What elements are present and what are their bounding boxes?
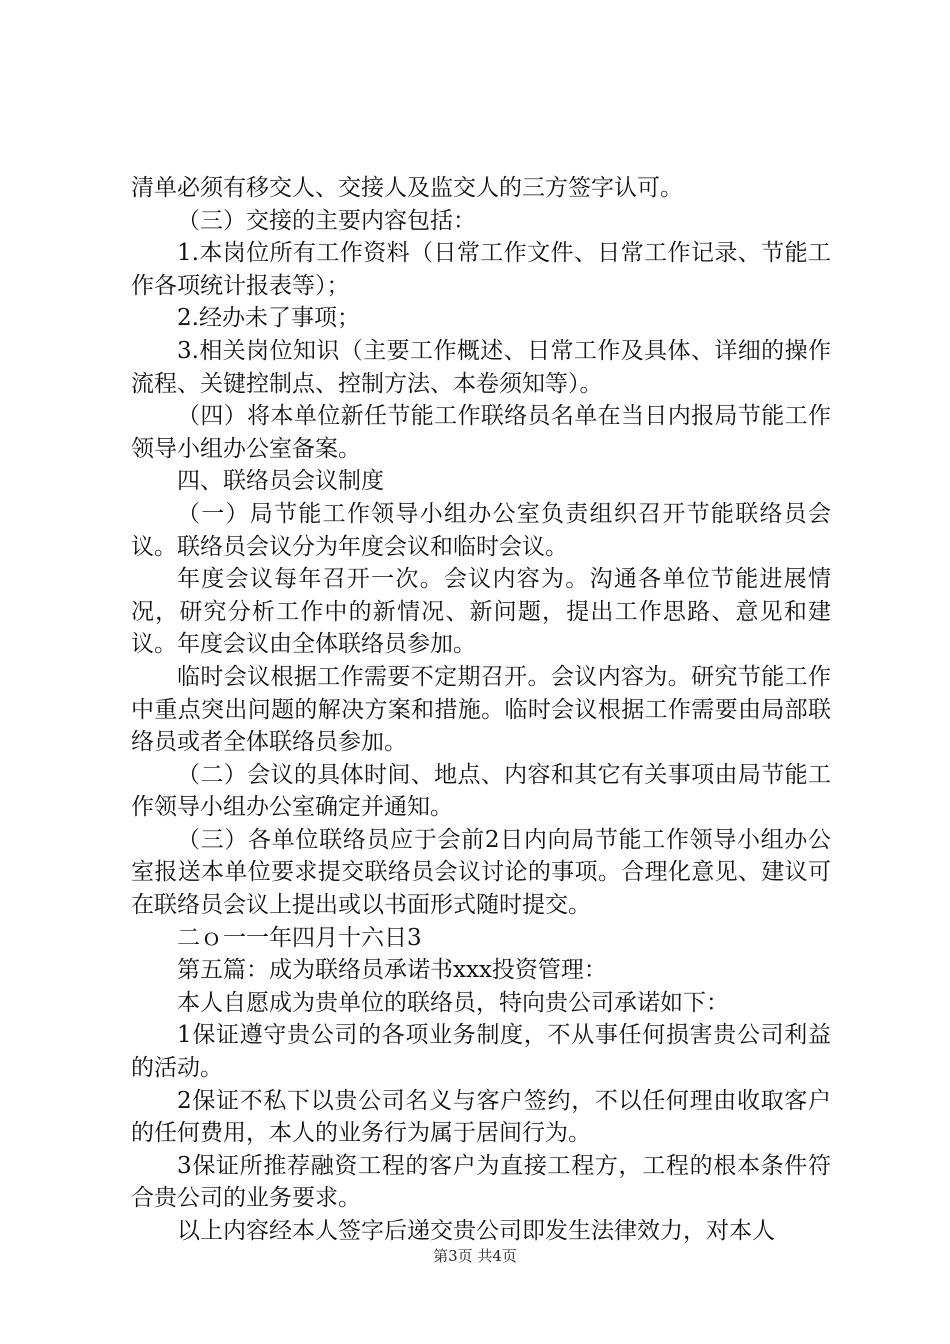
paragraph: 以上内容经本人签字后递交贵公司即发生法律效力，对本人: [177, 1218, 775, 1244]
document-body: [131, 172, 831, 1248]
paragraph: 本人自愿成为贵单位的联络员，特向贵公司承诺如下：: [177, 989, 729, 1016]
paragraph: 年度会议每年召开一次。会议内容为。沟通各单位节能进展情况，研究分析工作中的新情况、新问题，提出工作思路、意见和建议。年度会议由全体联络员参加。: [131, 566, 831, 658]
date-line: 二ｏ一一年四月十六日3: [177, 924, 422, 951]
paragraph: 1.本岗位所有工作资料（日常工作文件、日常工作记录、节能工作各项统计报表等）；: [131, 240, 831, 299]
section-heading: 第五篇：成为联络员承诺书xxx投资管理：: [177, 957, 607, 984]
paragraph: 清单必须有移交人、交接人及监交人的三方签字认可。: [131, 175, 683, 201]
paragraph: （三）交接的主要内容包括：: [177, 207, 476, 234]
paragraph: 1保证遵守贵公司的各项业务制度，不从事任何损害贵公司利益的活动。: [131, 1022, 831, 1082]
paragraph: 2保证不私下以贵公司名义与客户签约，不以任何理由收取客户的任何费用，本人的业务行为属于居间行为。: [131, 1087, 831, 1147]
section-heading: 四、联络员会议制度: [177, 468, 384, 495]
paragraph: 3保证所推荐融资工程的客户为直接工程方，工程的根本条件符合贵公司的业务要求。: [131, 1152, 831, 1212]
paragraph: 临时会议根据工作需要不定期召开。会议内容为。研究节能工作中重点突出问题的解决方案和措施。临时会议根据工作需要由局部联络员或者全体联络员参加。: [131, 663, 831, 756]
page-number: 第3页 共4页: [433, 1247, 517, 1265]
paragraph: 2.经办未了事项；: [177, 305, 360, 332]
page-footer: [0, 1245, 950, 1266]
paragraph: （一）局节能工作领导小组办公室负责组织召开节能联络员会议。联络员会议分为年度会议和临时会议。: [131, 500, 831, 560]
paragraph: 3.相关岗位知识（主要工作概述、日常工作及具体、详细的操作流程、关键控制点、控制方法、本卷须知等）。: [131, 337, 831, 397]
paragraph: （三）各单位联络员应于会前2日内向局节能工作领导小组办公室报送本单位要求提交联络员会议讨论的事项。合理化意见、建议可在联络员会议上提出或以书面形式随时提交。: [131, 826, 831, 919]
paragraph: （二）会议的具体时间、地点、内容和其它有关事项由局节能工作领导小组办公室确定并通知。: [131, 761, 831, 821]
paragraph: （四）将本单位新任节能工作联络员名单在当日内报局节能工作领导小组办公室备案。: [131, 403, 831, 462]
